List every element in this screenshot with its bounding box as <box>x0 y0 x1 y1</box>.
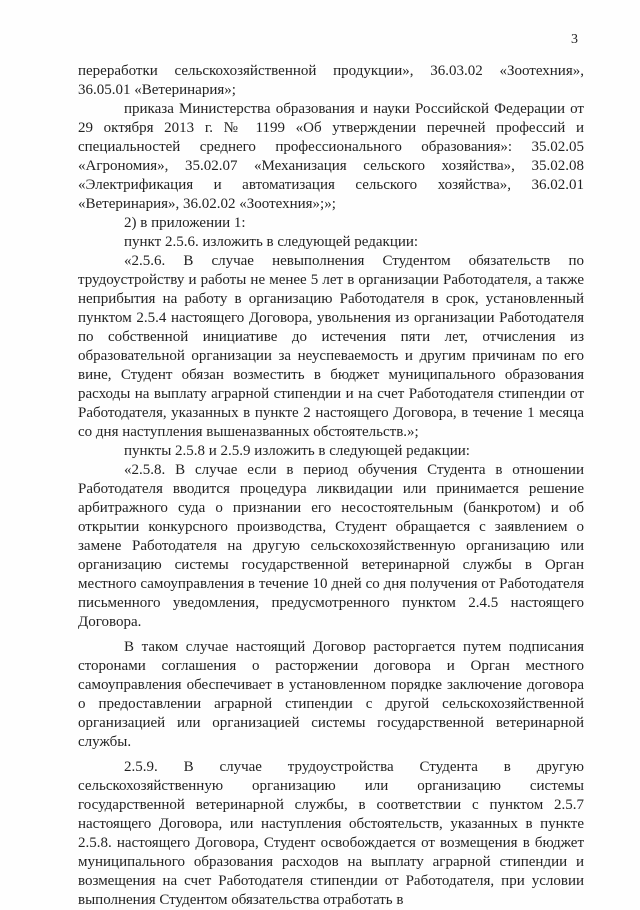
paragraph-continuation: переработки сельскохозяйственной продукции», 36.03.02 «Зоотехния», 36.05.01 «Ветеринария»; <box>78 63 584 98</box>
paragraph-clause-2-5-9: 2.5.9. В случае трудоустройства Студента в другую сельскохозяйственную организацию или организацию системы государственной ветеринарной службы, в соответствии с пунктом 2.5.7 настоящего Договора, или наступления обстоятельств, указанных в пункте 2.5.8. настоящего Договора, Студент освобождается от возмещения в бюджет муниципального образования расходов на выплату аграрной стипендии и возмещения на счет Работодателя стипендии от Работодателя, при условии выполнения Студентом обязательства отработать в <box>78 759 584 908</box>
page-number: 3 <box>571 32 578 47</box>
paragraph-clause-intro: пункт 2.5.6. изложить в следующей редакции: <box>124 234 419 250</box>
paragraph-clause-2-5-6: «2.5.6. В случае невыполнения Студентом обязательств по трудоустройству и работы не менее 5 лет в организации Работодателя, а также неприбытия на работу в организацию Работодателя в срок, установленный пунктом 2.5.4 настоящего Договора, увольнения из организации Работодателя по собственной инициативе до истечения пяти лет, отчисления из образовательной организации за неуспеваемость и другим причинам по его вине, Студент обязан возместить в бюджет муниципального образования расходы на выплату аграрной стипендии и на счет Работодателя стипендии от Работодателя, указанных в пункте 2 настоящего Договора, в течение 1 месяца со дня наступления вышеназванных обстоятельств.»; <box>78 253 584 440</box>
paragraph-order-reference: приказа Министерства образования и науки Российской Федерации от 29 октября 2013 г. № 1199 «Об утверждении перечней профессий и специальностей среднего профессионального образования»: 35.02.05 «Агрономия», 35.02.07 «Механизация сельского хозяйства», 35.02.08 «Электрификация и автоматизация сельского хозяйства», 36.02.01 «Ветеринария», 36.02.02 «Зоотехния»;»; <box>78 101 584 212</box>
paragraph-clause-2-5-8: «2.5.8. В случае если в период обучения Студента в отношении Работодателя вводится процедура ликвидации или принимается решение арбитражного суда о признании его несостоятельным (банкротом) и об открытии конкурсного производства, Студент обращается с заявлением о замене Работодателя на другую сельскохозяйственную организацию или организацию системы государственной ветеринарной службы в Орган местного самоуправления в течение 10 дней со дня получения от Работодателя письменного уведомления, предусмотренного пунктом 2.4.5 настоящего Договора. <box>78 462 584 630</box>
paragraph-termination: В таком случае настоящий Договор расторгается путем подписания сторонами соглашения о расторжении договора и Орган местного самоуправления обеспечивает в установленном порядке заключение договора о предоставлении аграрной стипендии с другой сельскохозяйственной организацией или организацией системы государственной ветеринарной службы. <box>78 639 584 750</box>
document-body <box>78 62 584 910</box>
paragraph-appendix-heading: 2) в приложении 1: <box>124 215 246 231</box>
paragraph-clauses-intro: пункты 2.5.8 и 2.5.9 изложить в следующей редакции: <box>124 443 470 459</box>
